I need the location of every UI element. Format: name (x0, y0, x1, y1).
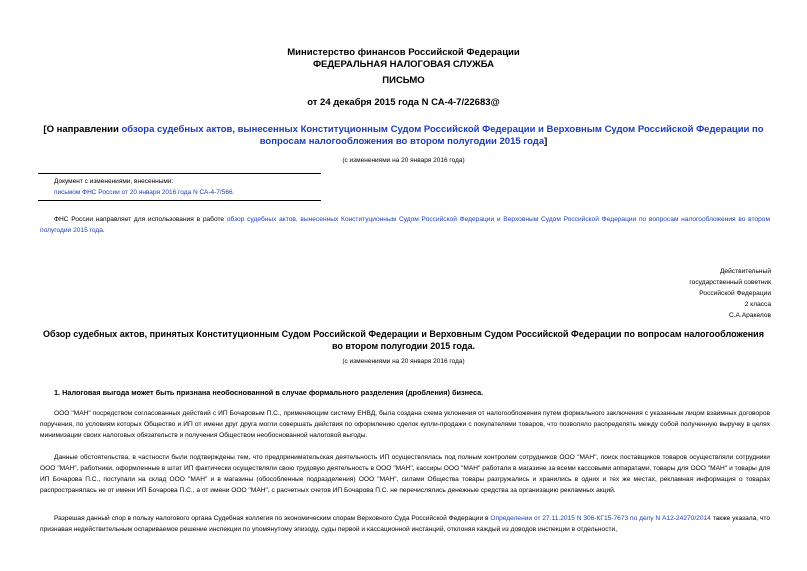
document-type: ПИСЬМО (382, 75, 425, 86)
signature-block (689, 266, 771, 321)
document-changes (54, 176, 234, 198)
ministry-name: Министерство финансов Российской Федерации (287, 47, 520, 58)
para4-link[interactable]: Определении от 27.11.2015 N 306-КГ15-7673 по делу N А12-24270/2014 (490, 515, 711, 522)
document-date: от 24 декабря 2015 года N СА-4-7/22683@ (307, 97, 500, 108)
title-close: ] (544, 136, 548, 147)
signature-line-4: 2 класса (744, 301, 771, 308)
review-title: Обзор судебных актов, принятых Конституционным Судом Российской Федерации и Верховным Судом Российской Федерации по вопросам налогообложения во втором полугодии 2015 года. (43, 329, 764, 351)
para4-rest: также указала, что признавая недействительным оспариваемое решение инспекции по упомянутому эпизоду, суды первой и кассационной инстанций, отклоняя каждый из доводов инспекции в отдельности, (40, 515, 770, 533)
paragraph-3: Данные обстоятельства, в частности были подтверждены тем, что предпринимательская деятельность ИП осуществлялась под полным контролем сотрудников ООО "МАН", поиск поставщиков товаров осуществляли сотрудники ООО "МАН", работники, оформленные в штат ИП фактически осуществляли свою трудовую деятельность в ООО "МАН", кассиры ООО "МАН" работали в магазине за всеми кассовыми аппаратами, товары для ООО "МАН" и товары для ИП Бочарова П.С., поступали на склад ООО "МАН" и в магазины (обособленные подразделения) ООО "МАН", силами Общества товары разгружались и хранились в одних и тех же местах, рекламная информация о товарах распространялась не от имени ИП Бочарова П.С., а от имени ООО "МАН", с расчетных счетов ИП Бочарова П.С. не перечислялись денежные средства за организацию рекламных акций. (40, 454, 770, 494)
title-link[interactable]: обзора судебных актов, вынесенных Конституционным Судом Российской Федерации и Верховным Судом Российской Федерации по вопросам налогообложения во втором полугодии 2015 года (121, 124, 764, 147)
paragraph-2: ООО "МАН" посредством согласованных действий с ИП Бочаровым П.С., применяющим систему ЕНВД, была создана схема уклонения от налогообложения путем формального заключения с указанным лицом взаимных договоров поручения, по условиям которых Общество и ИП от имени друг друга могли совершать действия по оформлению сделок купли-продажи с покупателями товаров, что позволяло распределять между собой полученную выручку в целях минимизации своих налоговых обязательств и получения Обществом необоснованной налоговой выгоды. (40, 410, 770, 439)
title-open: [О направлении (43, 124, 122, 135)
signature-line-3: Российской Федерации (699, 290, 771, 297)
divider-bottom (38, 200, 321, 201)
divider-top (38, 173, 321, 174)
intro-paragraph (40, 214, 770, 236)
review-changes-note: (с изменениями на 20 января 2016 года) (342, 358, 465, 365)
intro-link[interactable]: обзор судебных актов, вынесенных Конституционным Судом Российской Федерации и Верховным Судом Российской Федерации по вопросам налогообложения во втором полугодии 2015 года (40, 216, 770, 234)
changes-link[interactable]: письмом ФНС России от 20 января 2016 года N СА-4-7/566. (54, 189, 235, 196)
section-heading: 1. Налоговая выгода может быть признана необоснованной в случае формального разделения (дробления) бизнеса. (54, 388, 484, 397)
document-title (30, 124, 777, 148)
signature-line-1: Действительный (719, 268, 771, 275)
service-name: ФЕДЕРАЛЬНАЯ НАЛОГОВАЯ СЛУЖБА (312, 59, 495, 70)
changes-label: Документ с изменениями, внесенными: (54, 178, 174, 185)
paragraph-4 (40, 513, 770, 535)
changes-note: (с изменениями на 20 января 2016 года) (342, 157, 465, 164)
intro-text: ФНС России направляет для использования в работе (54, 216, 227, 223)
intro-end: . (102, 227, 105, 234)
signature-line-2: государственный советник (689, 279, 771, 286)
para4-text: Разрешая данный спор в пользу налогового органа Судебная коллегия по экономическим спорам Верховного Суда Российской Федерации в (54, 515, 491, 522)
document-header (0, 47, 807, 71)
signature-name: С.А.Аракелов (728, 312, 771, 319)
